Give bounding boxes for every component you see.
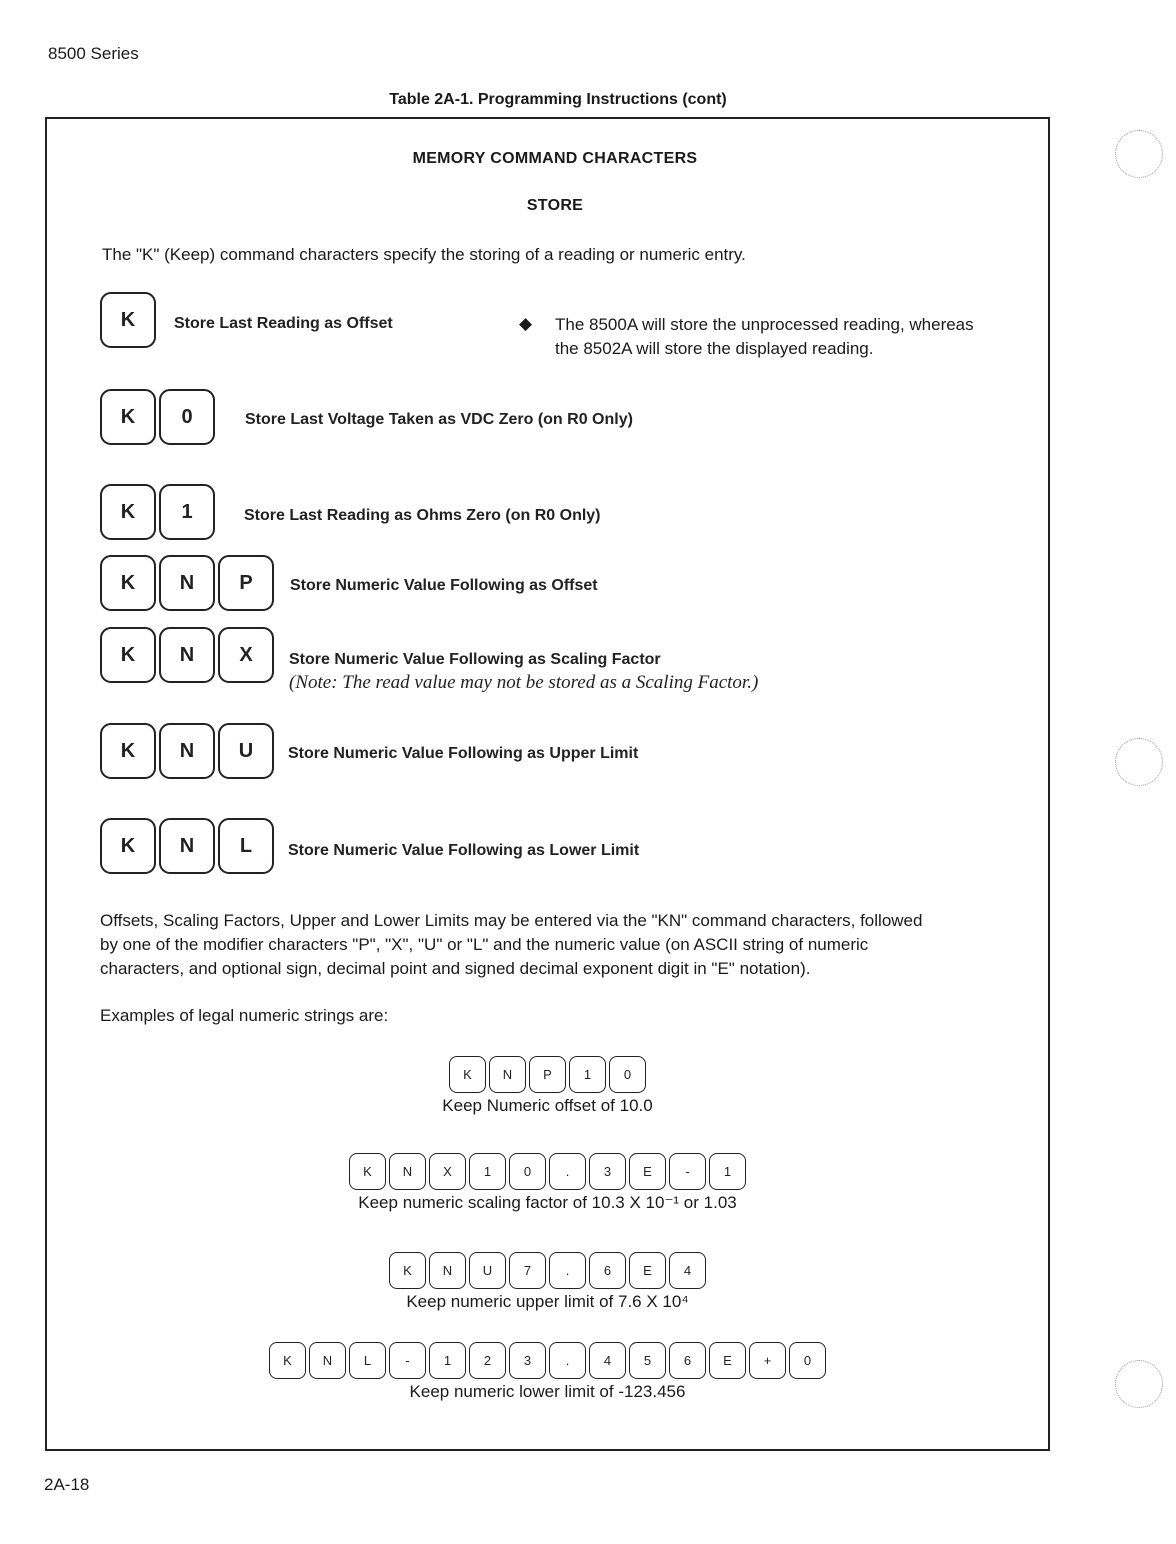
- example-caption: Keep numeric scaling factor of 10.3 X 10⁻¹ or 1.03: [358, 1193, 737, 1212]
- example-caption: Keep numeric upper limit of 7.6 X 10⁴: [406, 1292, 689, 1311]
- command-note: the 8502A will store the displayed reading.: [555, 339, 874, 358]
- key-cap: K: [100, 723, 156, 779]
- example-keys: [389, 1252, 706, 1289]
- command-keys-knu: [100, 723, 274, 779]
- command-description: Store Numeric Value Following as Upper Limit: [288, 745, 639, 762]
- key-cap: E: [709, 1342, 746, 1379]
- examples-intro: Examples of legal numeric strings are:: [100, 1006, 389, 1025]
- command-keys-k1: [100, 484, 215, 540]
- key-cap: K: [100, 627, 156, 683]
- key-cap: N: [429, 1252, 466, 1289]
- key-cap: K: [100, 292, 156, 348]
- key-cap: N: [159, 818, 215, 874]
- document-series: 8500 Series: [48, 44, 139, 63]
- command-description: Store Last Reading as Offset: [174, 315, 393, 332]
- key-cap: N: [159, 627, 215, 683]
- explanation-line: by one of the modifier characters "P", "X", "U" or "L" and the numeric value (on ASCII string of numeric: [100, 935, 869, 954]
- key-cap: K: [269, 1342, 306, 1379]
- command-keys-knl: [100, 818, 274, 874]
- key-cap: X: [218, 627, 274, 683]
- command-note: The 8500A will store the unprocessed reading, whereas: [555, 315, 974, 334]
- key-cap: K: [349, 1153, 386, 1190]
- example-keys: [349, 1153, 746, 1190]
- key-cap: N: [159, 555, 215, 611]
- key-cap: +: [749, 1342, 786, 1379]
- key-cap: E: [629, 1252, 666, 1289]
- key-cap: P: [218, 555, 274, 611]
- page-number: 2A-18: [44, 1475, 90, 1494]
- key-cap: 0: [509, 1153, 546, 1190]
- command-description: Store Numeric Value Following as Lower Limit: [288, 842, 640, 859]
- example-keys: [269, 1342, 826, 1379]
- key-cap: .: [549, 1252, 586, 1289]
- key-cap: 0: [159, 389, 215, 445]
- key-cap: U: [469, 1252, 506, 1289]
- key-cap: K: [100, 484, 156, 540]
- table-title: Table 2A-1. Programming Instructions (cont): [389, 91, 727, 108]
- key-cap: 0: [789, 1342, 826, 1379]
- key-cap: K: [449, 1056, 486, 1093]
- command-description: Store Numeric Value Following as Scaling Factor: [289, 651, 661, 668]
- example-keys: [449, 1056, 646, 1093]
- key-cap: 4: [589, 1342, 626, 1379]
- key-cap: 6: [669, 1342, 706, 1379]
- key-cap: K: [389, 1252, 426, 1289]
- key-cap: 5: [629, 1342, 666, 1379]
- example-caption: Keep Numeric offset of 10.0: [442, 1096, 653, 1115]
- intro-text: The "K" (Keep) command characters specify the storing of a reading or numeric entry.: [102, 245, 746, 264]
- command-description: Store Last Voltage Taken as VDC Zero (on R0 Only): [245, 411, 633, 428]
- example-upper-limit: [45, 1252, 1050, 1312]
- diamond-bullet-icon: ◆: [519, 314, 533, 333]
- explanation-line: Offsets, Scaling Factors, Upper and Lower Limits may be entered via the "KN" command characters, followed: [100, 911, 923, 930]
- section-subtitle: STORE: [526, 197, 584, 214]
- key-cap: 6: [589, 1252, 626, 1289]
- binder-hole-icon: [1115, 1360, 1163, 1408]
- key-cap: N: [489, 1056, 526, 1093]
- key-cap: 0: [609, 1056, 646, 1093]
- key-cap: 2: [469, 1342, 506, 1379]
- key-cap: -: [669, 1153, 706, 1190]
- key-cap: U: [218, 723, 274, 779]
- key-cap: 3: [589, 1153, 626, 1190]
- example-lower-limit: [45, 1342, 1050, 1402]
- key-cap: N: [159, 723, 215, 779]
- key-cap: -: [389, 1342, 426, 1379]
- key-cap: L: [218, 818, 274, 874]
- command-description: Store Numeric Value Following as Offset: [290, 577, 598, 594]
- key-cap: 1: [159, 484, 215, 540]
- key-cap: P: [529, 1056, 566, 1093]
- key-cap: X: [429, 1153, 466, 1190]
- example-offset: [45, 1056, 1050, 1116]
- key-cap: 1: [429, 1342, 466, 1379]
- example-scaling: [45, 1153, 1050, 1213]
- key-cap: 4: [669, 1252, 706, 1289]
- key-cap: N: [309, 1342, 346, 1379]
- example-caption: Keep numeric lower limit of -123.456: [409, 1382, 686, 1401]
- binder-hole-icon: [1115, 130, 1163, 178]
- key-cap: 3: [509, 1342, 546, 1379]
- explanation-line: characters, and optional sign, decimal point and signed decimal exponent digit in "E" notation).: [100, 959, 811, 978]
- binder-hole-icon: [1115, 738, 1163, 786]
- key-cap: K: [100, 555, 156, 611]
- key-cap: 1: [569, 1056, 606, 1093]
- key-cap: 1: [709, 1153, 746, 1190]
- key-cap: 1: [469, 1153, 506, 1190]
- command-keys-k: [100, 292, 156, 348]
- command-keys-knx: [100, 627, 274, 683]
- key-cap: K: [100, 818, 156, 874]
- key-cap: L: [349, 1342, 386, 1379]
- key-cap: .: [549, 1342, 586, 1379]
- key-cap: E: [629, 1153, 666, 1190]
- command-description: Store Last Reading as Ohms Zero (on R0 Only): [244, 507, 601, 524]
- key-cap: .: [549, 1153, 586, 1190]
- key-cap: 7: [509, 1252, 546, 1289]
- section-title: MEMORY COMMAND CHARACTERS: [412, 150, 698, 167]
- command-italic-note: (Note: The read value may not be stored as a Scaling Factor.): [289, 672, 759, 693]
- key-cap: N: [389, 1153, 426, 1190]
- key-cap: K: [100, 389, 156, 445]
- command-keys-k0: [100, 389, 215, 445]
- command-keys-knp: [100, 555, 274, 611]
